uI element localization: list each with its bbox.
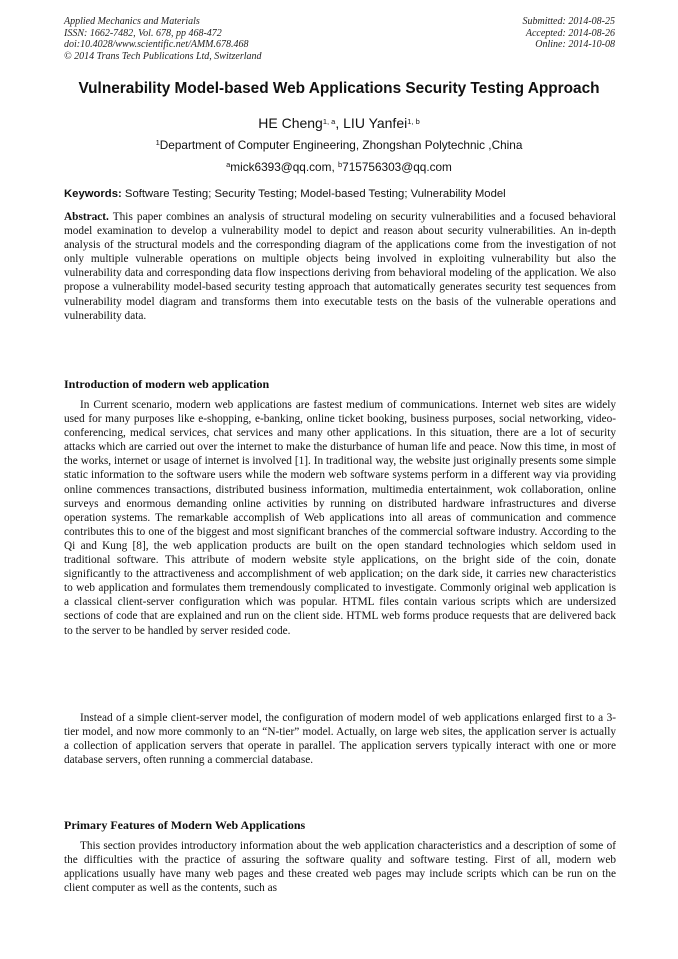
email-line bbox=[0, 160, 678, 174]
author-superscript: 1, b bbox=[407, 117, 420, 126]
body-paragraph: In Current scenario, modern web applications are fastest medium of communications. Internet web sites are widely used for many purposes like e-shopping, e-banking, online ticket booking, business purposes, social networking, video-conferencing, medical services, chat services and many other applications. In this situation, there are a lot of security attacks which are carried out over the internet to make the disturbance of human life and peace. Now this time, in most of the works, internet or usage of internet is involved [1]. In traditional way, the website just originally presents some simple static information to the software users while the modern web software systems perform in a different way via providing online commences transactions, distributed business information, multimedia entertainment, wok collaboration, online surveys and enormous demanding online activities by running on distributed hardware infrastructures and diverse operation systems. The remarkable accomplish of Web applications into all areas of communication and commence contributes this to one of the biggest and most significant branches of the commercial software industry. According to the Qi and Kung [8], the web application products are built on the open standard technologies which seldom used in traditional software. This attribute of modern website style applications, on the bright side of the coin, donate significantly to the attractiveness and accomplishment of web application; on the dark side, it carries new characteristics to web application and formulates them tremendously complicated to investigate. Commonly original web application is a classical client-server configuration which was popular. HTML files contain various scripts which are undersized sections of code that are explained and run on the client side. HTML web forms produce requests that are delivered back to the server to be handled by server resided code. bbox=[64, 399, 616, 637]
journal-name: Applied Mechanics and Materials bbox=[64, 16, 200, 27]
keywords-label: Keywords: bbox=[64, 188, 122, 200]
issn-line: ISSN: 1662-7482, Vol. 678, pp 468-472 bbox=[64, 27, 222, 39]
keywords-text: Software Testing; Security Testing; Model-based Testing; Vulnerability Model bbox=[121, 188, 506, 200]
author-line bbox=[0, 115, 678, 131]
submitted-date: Submitted: 2014-08-25 bbox=[522, 16, 615, 27]
copyright-line: © 2014 Trans Tech Publications Ltd, Switzerland bbox=[64, 50, 262, 62]
section-heading: Introduction of modern web application bbox=[64, 377, 270, 391]
doi-line: doi:10.4028/www.scientific.net/AMM.678.468 bbox=[64, 39, 249, 51]
submission-dates bbox=[523, 16, 616, 51]
author-superscript: 1, a bbox=[322, 117, 336, 126]
author-separator: , bbox=[335, 115, 344, 131]
affiliation bbox=[0, 138, 678, 152]
email-address: 715756303@qq.com bbox=[342, 160, 452, 174]
paper-title: Vulnerability Model-based Web Applications Security Testing Approach bbox=[78, 80, 600, 97]
email-address: mick6393@qq.com bbox=[230, 160, 332, 174]
section-heading: Primary Features of Modern Web Applications bbox=[64, 818, 306, 832]
abstract-text: This paper combines an analysis of structural modeling on security vulnerabilities and a focused behavioral model examination to develop a vulnerability model to depict and reason about security vulnerabilities. An in-depth analysis of the structural models and the corresponding diagram of the applications come from the investigation of not only multiple vulnerable operations on multiple objects being involved in exploiting vulnerability but also the vulnerability data and corresponding data flow inspections deriving from behavioral modeling of the application. We also propose a vulnerability model-based security testing approach that automatically generates security test sequences from vulnerability model diagram and transforms them into executable tests on the basis of the vulnerable operations and vulnerability data. bbox=[64, 211, 616, 322]
abstract bbox=[64, 210, 616, 323]
email-superscript: a bbox=[226, 160, 231, 169]
email-separator: , bbox=[331, 160, 338, 174]
keywords bbox=[64, 188, 616, 200]
email-superscript: b bbox=[338, 160, 343, 169]
affiliation-text: Department of Computer Engineering, Zhongshan Polytechnic ,China bbox=[159, 138, 523, 152]
body-paragraph: This section provides introductory information about the web application characteristics and a description of some of the difficulties with the practice of assuring the software quality and software testing. First of all, modern web applications usually have many web pages and these created web pages may include scripts which can be run on the client computer as well as the contents, such as bbox=[64, 840, 616, 895]
body-paragraph: Instead of a simple client-server model, the configuration of modern model of web applications enlarged first to a 3-tier model, and now more commonly to an “N-tier” model. Actually, on large web sites, the application server is actually a collection of application servers that operate in parallel. The application servers typically interact with one or more database servers, often running a commercial database. bbox=[64, 712, 616, 767]
accepted-date: Accepted: 2014-08-26 bbox=[525, 27, 615, 39]
journal-info bbox=[64, 16, 262, 62]
abstract-label: Abstract. bbox=[64, 211, 109, 223]
author-name: LIU Yanfei bbox=[343, 115, 408, 131]
author-name: HE Cheng bbox=[258, 115, 323, 131]
online-date: Online: 2014-10-08 bbox=[535, 39, 615, 51]
affiliation-superscript: 1 bbox=[155, 138, 160, 147]
